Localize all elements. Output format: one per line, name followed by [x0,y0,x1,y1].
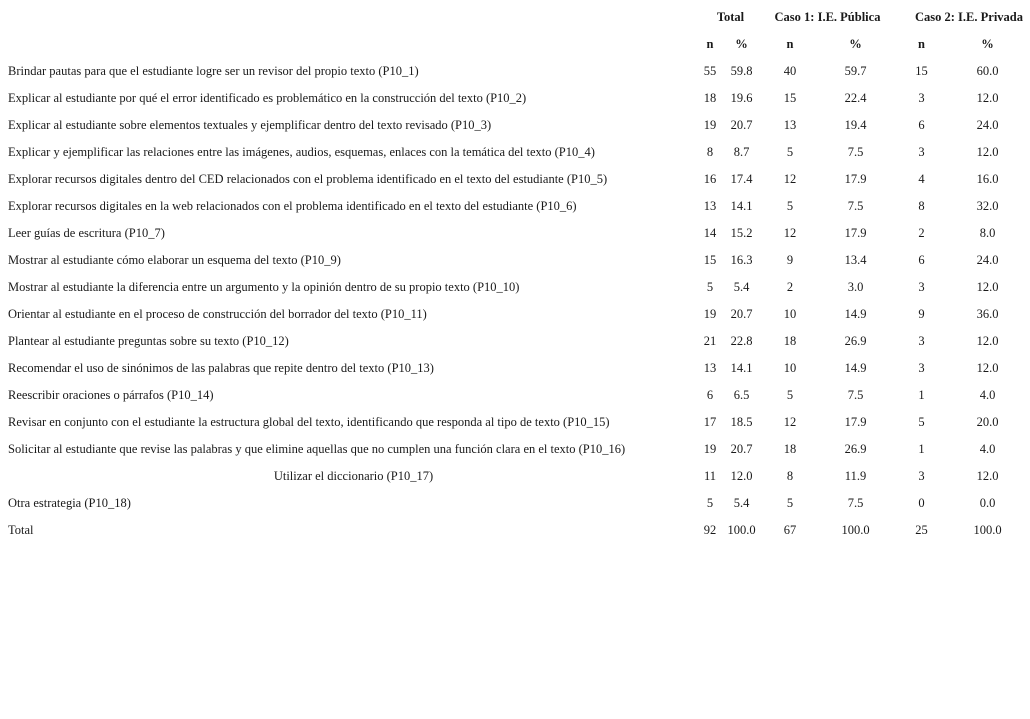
row-label: Solicitar al estudiante que revise las palabras y que elimine aquellas que no cumplen una función clara en el texto (P10_16) [8,442,626,456]
subheader-case1-n: n [786,37,794,51]
table-row [4,436,1025,463]
cell-total-pct: 19.6 [730,91,753,105]
cell-case2-n: 15 [915,64,928,78]
cell-case2-n: 1 [918,442,925,456]
cell-case1-pct: 26.9 [844,334,867,348]
group-case1-header: Caso 1: I.E. Pública [774,10,881,24]
cell-total-pct: 6.5 [733,388,750,402]
cell-case2-pct: 60.0 [976,64,999,78]
cell-total-n: 55 [703,64,717,78]
cell-total-pct: 18.5 [730,415,753,429]
cell-total-n: 19 [703,307,717,321]
cell-case2-n: 3 [918,280,925,294]
cell-case2-pct: 12.0 [976,334,999,348]
cell-case2-pct: 24.0 [976,253,999,267]
cell-case1-pct: 7.5 [847,199,864,213]
table-total-row [4,517,1025,544]
row-label: Explorar recursos digitales en la web relacionados con el problema identificado en el texto del estudiante (P10_6) [8,199,577,213]
cell-case2-n: 6 [918,253,925,267]
cell-total-n: 19 [703,118,717,132]
row-label: Leer guías de escritura (P10_7) [8,226,165,240]
cell-case2-pct: 12.0 [976,469,999,483]
cell-total-pct: 5.4 [733,496,750,510]
subheader-case2-pct: % [981,37,994,51]
cell-total-n: 13 [703,199,717,213]
cell-case2-n: 5 [918,415,925,429]
subheader-case2-n: n [918,37,925,51]
row-label: Explorar recursos digitales dentro del CED relacionados con el problema identificado en el texto del estudiante (P10_5) [8,172,608,186]
row-label: Explicar al estudiante sobre elementos textuales y ejemplificar dentro del texto revisado (P10_3) [8,118,492,132]
cell-case1-pct: 3.0 [847,280,864,294]
subheader-total-pct: % [735,37,748,51]
cell-case2-pct: 100.0 [973,523,1002,537]
table-row [4,193,1025,220]
cell-case1-pct: 19.4 [844,118,867,132]
cell-case1-n: 5 [786,388,794,402]
table-row [4,463,1025,490]
cell-total-pct: 15.2 [730,226,753,240]
row-label: Reescribir oraciones o párrafos (P10_14) [8,388,214,402]
cell-case1-pct: 17.9 [844,415,867,429]
table-row [4,328,1025,355]
cell-case1-pct: 59.7 [844,64,867,78]
cell-total-pct: 8.7 [733,145,750,159]
cell-case2-n: 2 [918,226,925,240]
cell-total-n: 5 [706,496,714,510]
cell-case1-n: 8 [786,469,794,483]
cell-case2-n: 3 [918,91,925,105]
cell-case2-n: 8 [918,199,925,213]
cell-case2-pct: 36.0 [976,307,999,321]
cell-case2-n: 0 [918,496,925,510]
cell-total-pct: 5.4 [733,280,750,294]
cell-case1-n: 10 [783,361,797,375]
cell-total-n: 92 [703,523,717,537]
row-label: Total [8,523,34,537]
cell-case2-pct: 8.0 [979,226,996,240]
table-row [4,247,1025,274]
cell-case1-pct: 7.5 [847,145,864,159]
cell-case1-pct: 17.9 [844,172,867,186]
cell-case2-pct: 12.0 [976,280,999,294]
cell-case1-pct: 100.0 [841,523,870,537]
table-row [4,301,1025,328]
cell-case1-n: 5 [786,199,794,213]
cell-case2-n: 9 [918,307,925,321]
cell-case2-pct: 12.0 [976,91,999,105]
cell-case1-n: 40 [783,64,797,78]
cell-total-n: 15 [703,253,717,267]
subheader-blank [4,31,699,58]
cell-total-n: 5 [706,280,714,294]
row-label: Plantear al estudiante preguntas sobre su texto (P10_12) [8,334,289,348]
cell-total-n: 18 [703,91,717,105]
cell-case2-pct: 16.0 [976,172,999,186]
cell-total-pct: 16.3 [730,253,753,267]
cell-total-pct: 22.8 [730,334,753,348]
row-label: Otra estrategia (P10_18) [8,496,131,510]
cell-total-n: 21 [703,334,717,348]
cell-case2-pct: 12.0 [976,145,999,159]
table-header [4,4,1025,58]
row-label: Explicar y ejemplificar las relaciones entre las imágenes, audios, esquemas, enlaces con la temática del texto (P10_4) [8,145,595,159]
cell-total-pct: 14.1 [730,361,753,375]
cell-case1-pct: 13.4 [844,253,867,267]
cell-case1-pct: 14.9 [844,361,867,375]
row-label: Mostrar al estudiante la diferencia entre un argumento y la opinión dentro de su propio texto (P10_10) [8,280,520,294]
table-row [4,139,1025,166]
cell-case1-n: 15 [783,91,797,105]
cell-case1-n: 12 [783,415,797,429]
cell-case1-pct: 22.4 [844,91,867,105]
cell-case1-n: 10 [783,307,797,321]
cell-case2-pct: 24.0 [976,118,999,132]
cell-case1-pct: 7.5 [847,496,864,510]
strategies-table [4,4,1025,544]
cell-case2-n: 6 [918,118,925,132]
row-label: Explicar al estudiante por qué el error identificado es problemático en la construcción del texto (P10_2) [8,91,527,105]
header-blank [4,4,699,31]
cell-case1-n: 18 [783,334,797,348]
cell-case1-pct: 14.9 [844,307,867,321]
row-label: Revisar en conjunto con el estudiante la estructura global del texto, identificando que responda al tipo de texto (P10_15) [8,415,610,429]
cell-case1-pct: 26.9 [844,442,867,456]
cell-case1-pct: 11.9 [844,469,867,483]
group-total-header: Total [716,10,745,24]
cell-total-n: 11 [703,469,717,483]
table-row [4,490,1025,517]
cell-case1-n: 12 [783,226,797,240]
cell-case1-n: 12 [783,172,797,186]
cell-total-n: 13 [703,361,717,375]
cell-total-pct: 20.7 [730,118,753,132]
cell-total-n: 16 [703,172,717,186]
cell-total-n: 8 [706,145,714,159]
cell-case2-n: 1 [918,388,925,402]
cell-case2-pct: 32.0 [976,199,999,213]
cell-case1-n: 13 [783,118,797,132]
subheader-total-n: n [706,37,714,51]
cell-total-n: 17 [703,415,717,429]
row-label: Recomendar el uso de sinónimos de las palabras que repite dentro del texto (P10_13) [8,361,434,375]
cell-case1-n: 5 [786,145,794,159]
cell-total-pct: 100.0 [727,523,756,537]
table-row [4,220,1025,247]
cell-total-pct: 59.8 [730,64,753,78]
cell-case2-pct: 4.0 [979,442,996,456]
cell-case2-pct: 12.0 [976,361,999,375]
cell-total-n: 6 [706,388,714,402]
table-row [4,409,1025,436]
cell-total-pct: 20.7 [730,442,753,456]
row-label: Brindar pautas para que el estudiante logre ser un revisor del propio texto (P10_1) [8,64,419,78]
table-row [4,58,1025,85]
cell-case2-n: 3 [918,145,925,159]
cell-case2-n: 3 [918,361,925,375]
cell-total-pct: 14.1 [730,199,753,213]
cell-case2-n: 4 [918,172,925,186]
table-row [4,112,1025,139]
cell-case1-pct: 7.5 [847,388,864,402]
cell-total-pct: 20.7 [730,307,753,321]
cell-total-pct: 12.0 [730,469,753,483]
table-row [4,85,1025,112]
subheader-case1-pct: % [849,37,862,51]
cell-case2-n: 3 [918,469,925,483]
row-label: Mostrar al estudiante cómo elaborar un esquema del texto (P10_9) [8,253,341,267]
cell-case2-pct: 4.0 [979,388,996,402]
table-row [4,355,1025,382]
cell-case1-n: 18 [783,442,797,456]
cell-case1-n: 9 [786,253,794,267]
table-row [4,382,1025,409]
cell-case1-pct: 17.9 [844,226,867,240]
table-row [4,274,1025,301]
subcol-header-row [4,31,1025,58]
cell-case1-n: 2 [786,280,794,294]
row-label: Orientar al estudiante en el proceso de construcción del borrador del texto (P10_11) [8,307,427,321]
group-case2-header: Caso 2: I.E. Privada [915,10,1023,24]
cell-case2-pct: 20.0 [976,415,999,429]
cell-case2-n: 3 [918,334,925,348]
cell-case2-n: 25 [915,523,928,537]
cell-total-n: 14 [703,226,717,240]
group-header-row [4,4,1025,31]
row-label: Utilizar el diccionario (P10_17) [273,469,434,483]
cell-total-n: 19 [703,442,717,456]
table-body [4,58,1025,544]
table-row [4,166,1025,193]
cell-case1-n: 5 [786,496,794,510]
cell-case2-pct: 0.0 [979,496,996,510]
cell-case1-n: 67 [783,523,797,537]
cell-total-pct: 17.4 [730,172,753,186]
